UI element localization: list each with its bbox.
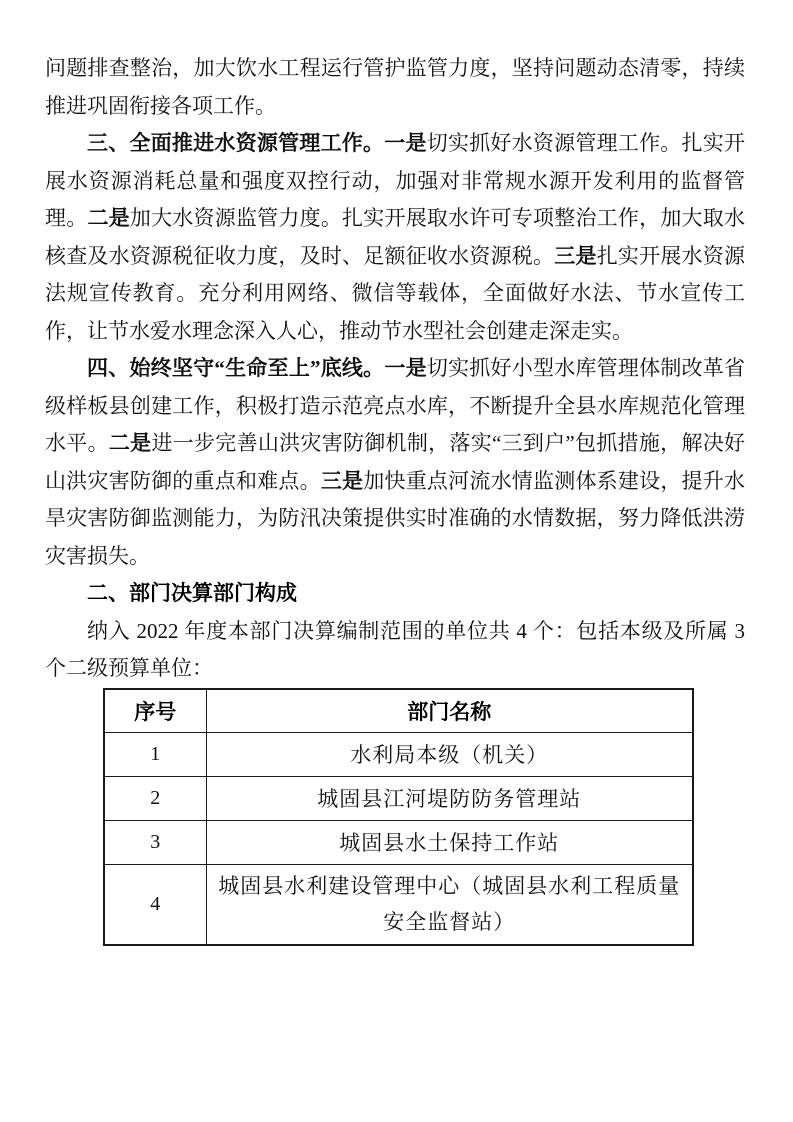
table-header-row bbox=[104, 689, 693, 733]
table-row bbox=[104, 777, 693, 821]
text-run: 问题排查整治，加大饮水工程运行管护监管力度，坚持问题动态清零，持续推进巩固衔接各项工作。 bbox=[45, 56, 745, 118]
units-table bbox=[103, 688, 694, 946]
row-index-cell: 3 bbox=[104, 821, 206, 865]
units-table-head bbox=[104, 689, 693, 733]
text-run: 扎实开展水资源法规宣传教育。充分利用网络、微信等载体，全面做好水法、节水宣传工作，让节水爱水理念深入人心，推动节水型社会创建走深走实。 bbox=[45, 243, 745, 343]
row-index-cell: 4 bbox=[104, 865, 206, 945]
section-heading: 二、部门决算部门构成 bbox=[87, 582, 297, 605]
intro-paragraph: 纳入 2022 年度本部门决算编制范围的单位共 4 个：包括本级及所属 3 个二级预算单位： bbox=[45, 618, 745, 680]
header-cell-department-name: 部门名称 bbox=[206, 689, 693, 733]
units-table-body bbox=[104, 733, 693, 945]
bold-run: 二是 bbox=[108, 431, 152, 455]
table-row bbox=[104, 733, 693, 777]
row-index-cell: 1 bbox=[104, 733, 206, 777]
row-index-cell: 2 bbox=[104, 777, 206, 821]
bold-run: 四、始终坚守“生命至上”底线。一是 bbox=[87, 356, 427, 380]
text-run: 切实抓好水资源管理工作。扎实开展水资源消耗总量和强度双控行动，加强对非常规水源开发利用的监督管理。 bbox=[45, 131, 745, 230]
text-run: 加大水资源监管力度。扎实开展取水许可专项整治工作，加大取水核查及水资源税征收力度，及时、足额征收水资源税。 bbox=[45, 206, 745, 268]
para-continuation bbox=[45, 50, 745, 125]
text-run: 加快重点河流水情监测体系建设，提升水旱灾害防御监测能力，为防汛决策提供实时准确的水情数据，努力降低洪涝灾害损失。 bbox=[45, 468, 745, 568]
department-name-cell: 城固县江河堤防防务管理站 bbox=[206, 777, 693, 821]
bold-run: 三、全面推进水资源管理工作。一是 bbox=[87, 131, 427, 155]
table-row bbox=[104, 865, 693, 945]
bold-run: 三是 bbox=[320, 468, 364, 493]
department-name-cell: 水利局本级（机关） bbox=[206, 733, 693, 777]
text-run: 进一步完善山洪灾害防御机制，落实“三到户”包抓措施，解决好山洪灾害防御的重点和难点。 bbox=[45, 431, 746, 493]
para-point-three bbox=[45, 125, 745, 350]
para-point-four bbox=[45, 350, 745, 575]
department-name-cell: 城固县水利建设管理中心（城固县水利工程质量安全监督站） bbox=[206, 865, 693, 945]
header-cell-index: 序号 bbox=[104, 689, 206, 733]
bold-run: 三是 bbox=[554, 243, 597, 268]
table-row bbox=[104, 821, 693, 865]
text-run: 切实抓好小型水库管理体制改革省级样板县创建工作，积极打造示范亮点水库，不断提升全县水库规范化管理水平。 bbox=[45, 356, 746, 455]
bold-run: 二是 bbox=[87, 206, 130, 230]
department-name-cell: 城固县水土保持工作站 bbox=[206, 821, 693, 865]
paragraphs bbox=[45, 50, 745, 575]
